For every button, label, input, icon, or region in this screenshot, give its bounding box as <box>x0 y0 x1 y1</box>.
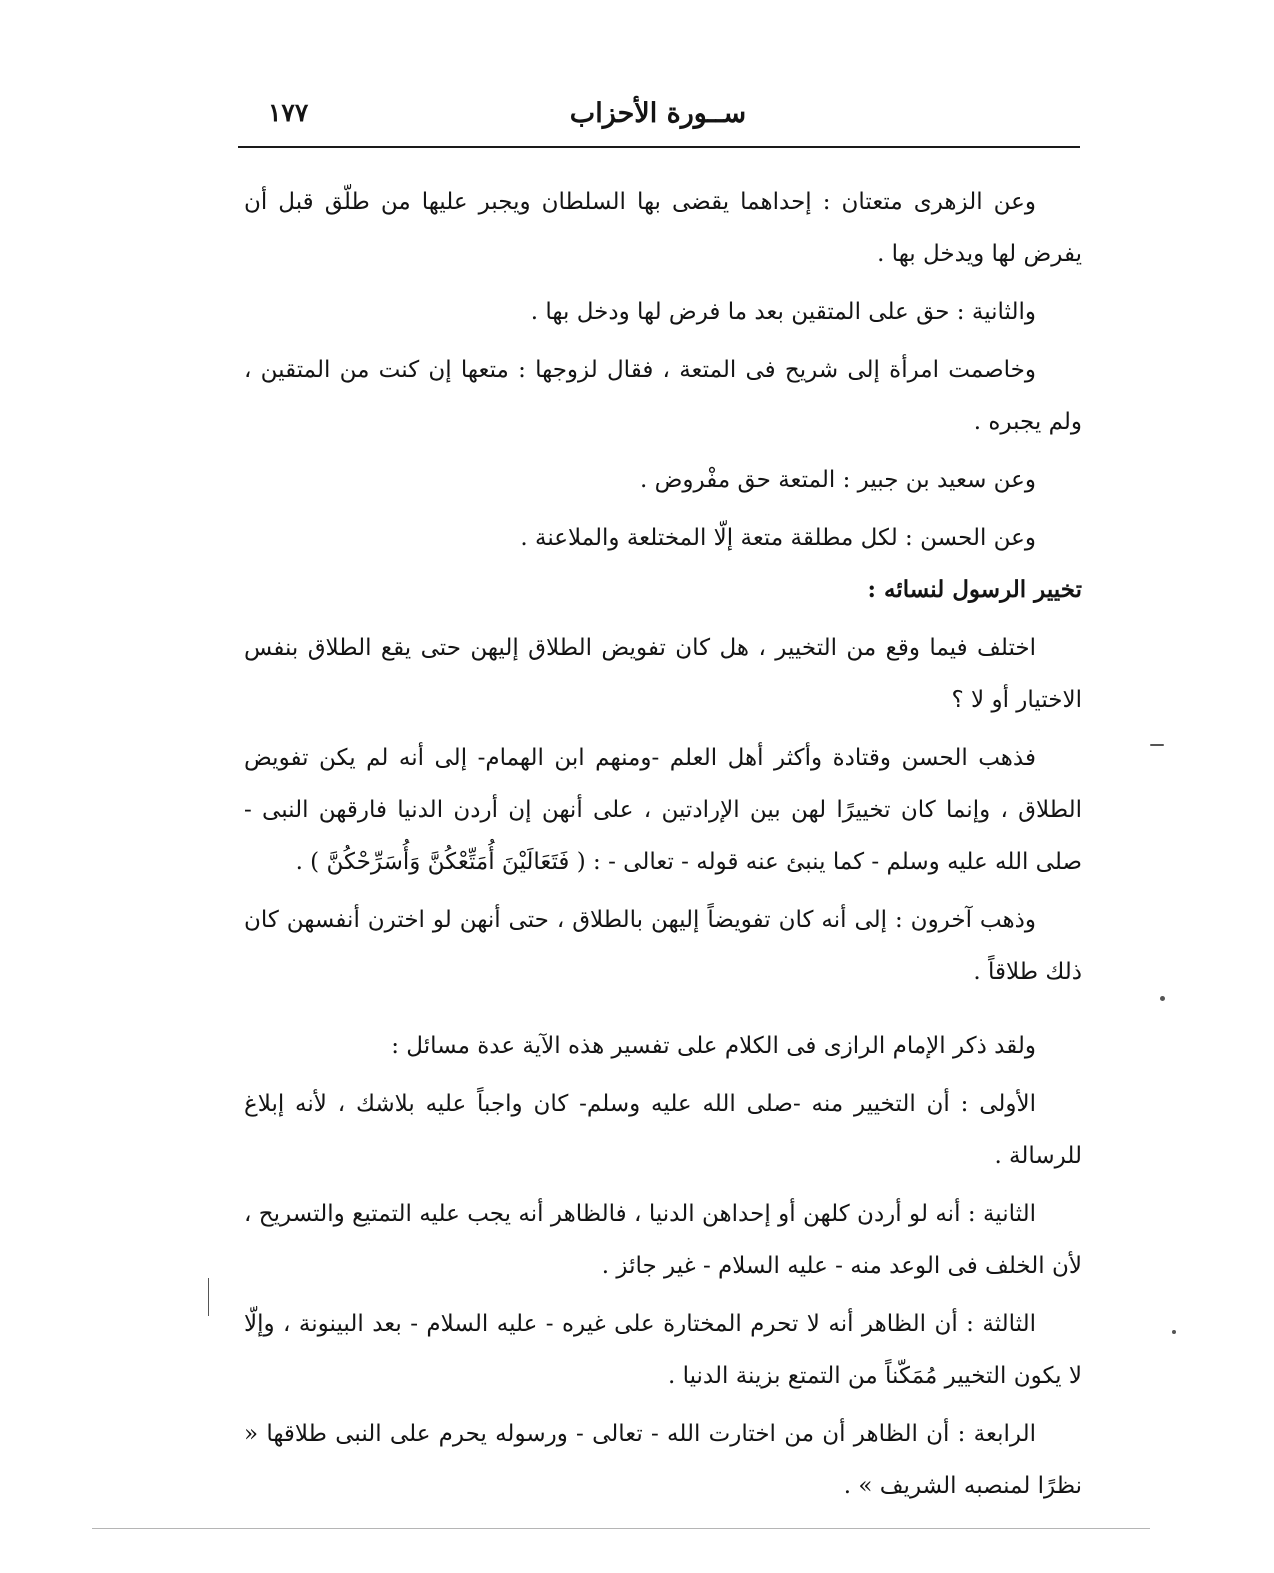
paragraph-razi: ولقد ذكر الإمام الرازى فى الكلام على تفسير هذه الآية عدة مسائل : <box>391 1033 1036 1059</box>
paragraph-zuhri: وعن الزهرى متعتان : إحداهما يقضى بها السلطان ويجبر عليها من طلّق قبل أن يفرض لها ويدخل بها . <box>244 189 1082 267</box>
page-number: ١٧٧ <box>268 98 309 127</box>
paragraph-issue-2: الثانية : أنه لو أردن كلهن أو إحداهن الدنيا ، فالظاهر أنه يجب عليه التمتيع والتسريح ، لأن الخلف فى الوعد منه - عليه السلام - غير جائز . <box>244 1201 1082 1279</box>
scan-edge-line <box>92 1528 1150 1529</box>
scan-speck <box>1160 996 1165 1001</box>
body-text <box>244 176 1082 1512</box>
paragraph-second-view: وذهب آخرون : إلى أنه كان تفويضاً إليهن بالطلاق ، حتى أنهن لو اخترن أنفسهن كان ذلك طلاقاً . <box>244 907 1082 985</box>
paragraph-issue-4: الرابعة : أن الظاهر أن من اختارت الله - تعالى - ورسوله يحرم على النبى طلاقها « نظرًا لمنصبه الشريف » . <box>244 1421 1082 1499</box>
scan-speck <box>208 1278 209 1316</box>
running-title: ســورة الأحزاب <box>569 98 747 129</box>
paragraph-hasan: وعن الحسن : لكل مطلقة متعة إلّا المختلعة والملاعنة . <box>520 525 1036 551</box>
paragraph-second: والثانية : حق على المتقين بعد ما فرض لها ودخل بها . <box>530 299 1036 325</box>
scan-speck <box>1150 744 1164 746</box>
header-rule <box>238 146 1080 148</box>
paragraph-disagreement: اختلف فيما وقع من التخيير ، هل كان تفويض الطلاق إليهن حتى يقع الطلاق بنفس الاختيار أو لا ؟ <box>244 635 1082 713</box>
page-header <box>238 98 1078 138</box>
section-heading: تخيير الرسول لنسائه : <box>867 576 1082 603</box>
paragraph-said: وعن سعيد بن جبير : المتعة حق مفْروض . <box>640 467 1036 493</box>
paragraph-first-view: فذهب الحسن وقتادة وأكثر أهل العلم -ومنهم ابن الهمام- إلى أنه لم يكن تفويض الطلاق ، وإنما كان تخييرًا لهن بين الإرادتين ، على أنهن إن أردن الدنيا فارقهن النبى - صلى الله عليه وسلم - كما ينبئ عنه قوله - تعالى - : ( فَتَعَالَيْنَ أُمَتِّعْكُنَّ وَأُسَرِّحْكُنَّ ) . <box>244 745 1082 875</box>
paragraph-issue-1: الأولى : أن التخيير منه -صلى الله عليه وسلم- كان واجباً عليه بلاشك ، لأنه إبلاغ للرسالة . <box>244 1091 1082 1169</box>
paragraph-shurayh: وخاصمت امرأة إلى شريح فى المتعة ، فقال لزوجها : متعها إن كنت من المتقين ، ولم يجبره . <box>244 357 1082 435</box>
paragraph-issue-3: الثالثة : أن الظاهر أنه لا تحرم المختارة على غيره - عليه السلام - بعد البينونة ، وإلّا لا يكون التخيير مُمَكّناً من التمتع بزينة الدنيا . <box>244 1311 1082 1389</box>
scan-speck <box>1172 1330 1176 1334</box>
